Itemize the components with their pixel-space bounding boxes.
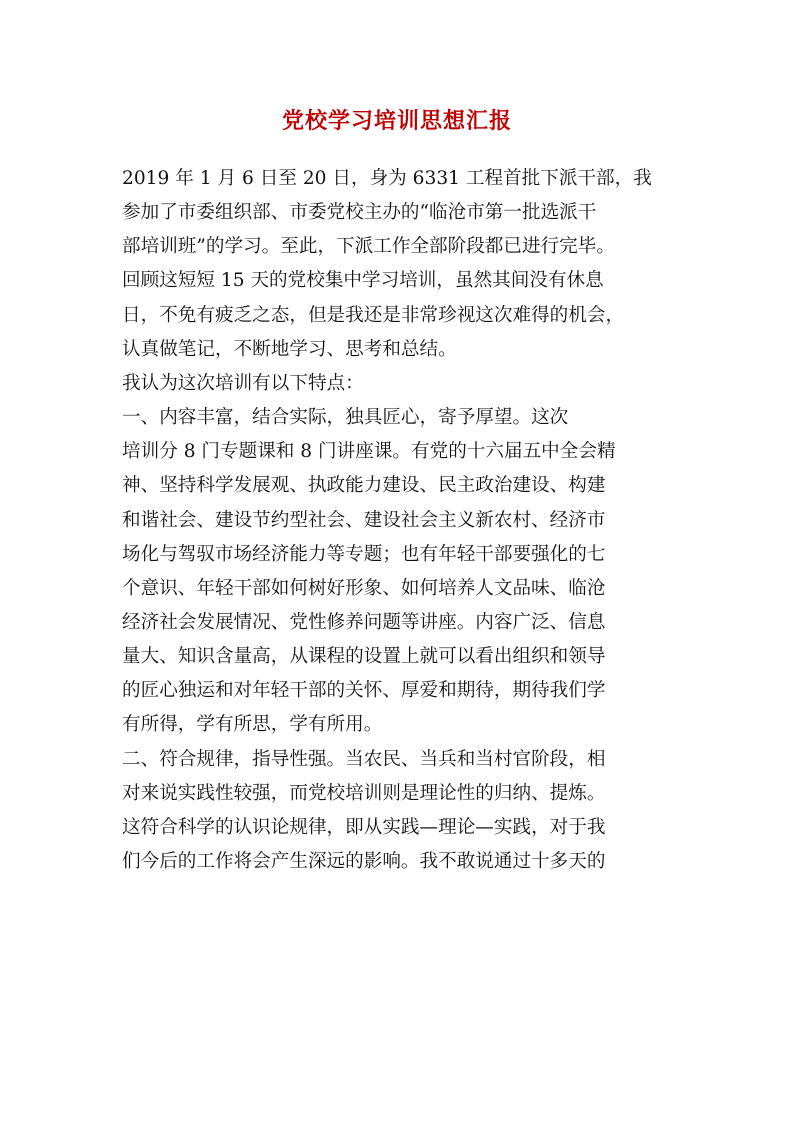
paragraph-line: 的匠心独运和对年轻干部的关怀、厚爱和期待，期待我们学 [122, 680, 606, 701]
paragraph-line: 二、符合规律，指导性强。当农民、当兵和当村官阶段，相 [122, 749, 606, 770]
paragraph-line: 个意识、年轻干部如何树好形象、如何培养人文品味、临沧 [122, 578, 606, 599]
paragraph-line: 2019 年 1 月 6 日至 20 日，身为 6331 工程首批下派干部，我 [122, 168, 652, 189]
paragraph-line: 场化与驾驭市场经济能力等专题；也有年轻干部要强化的七 [122, 544, 606, 565]
paragraph-line: 这符合科学的认识论规律，即从实践—理论—实践，对于我 [122, 817, 606, 838]
paragraph-line: 和谐社会、建设节约型社会、建设社会主义新农村、经济市 [122, 510, 606, 531]
paragraph-line: 培训分 8 门专题课和 8 门讲座课。有党的十六届五中全会精 [122, 441, 616, 462]
paragraph-line: 神、坚持科学发展观、执政能力建设、民主政治建设、构建 [122, 475, 606, 496]
paragraph-line: 回顾这短短 15 天的党校集中学习培训，虽然其间没有休息 [122, 270, 604, 291]
paragraph-line: 参加了市委组织部、市委党校主办的“临沧市第一批选派干 [122, 202, 597, 223]
paragraph-line: 们今后的工作将会产生深远的影响。我不敢说通过十多天的 [122, 851, 606, 872]
paragraph-line: 量大、知识含量高，从课程的设置上就可以看出组织和领导 [122, 646, 606, 667]
paragraph-line: 认真做笔记，不断地学习、思考和总结。 [122, 339, 457, 360]
paragraph-line: 有所得，学有所思，学有所用。 [122, 714, 383, 735]
paragraph-line: 一、内容丰富，结合实际，独具匠心，寄予厚望。这次 [122, 407, 569, 428]
paragraph-line: 我认为这次培训有以下特点： [122, 373, 364, 394]
paragraph-line: 经济社会发展情况、党性修养问题等讲座。内容广泛、信息 [122, 612, 606, 633]
paragraph-line: 日，不免有疲乏之态，但是我还是非常珍视这次难得的机会， [122, 305, 625, 326]
paragraph-line: 对来说实践性较强，而党校培训则是理论性的归纳、提炼。 [122, 783, 606, 804]
paragraph-line: 部培训班”的学习。至此，下派工作全部阶段都已进行完毕。 [122, 236, 615, 257]
document-title: 党校学习培训思想汇报 [281, 108, 512, 134]
